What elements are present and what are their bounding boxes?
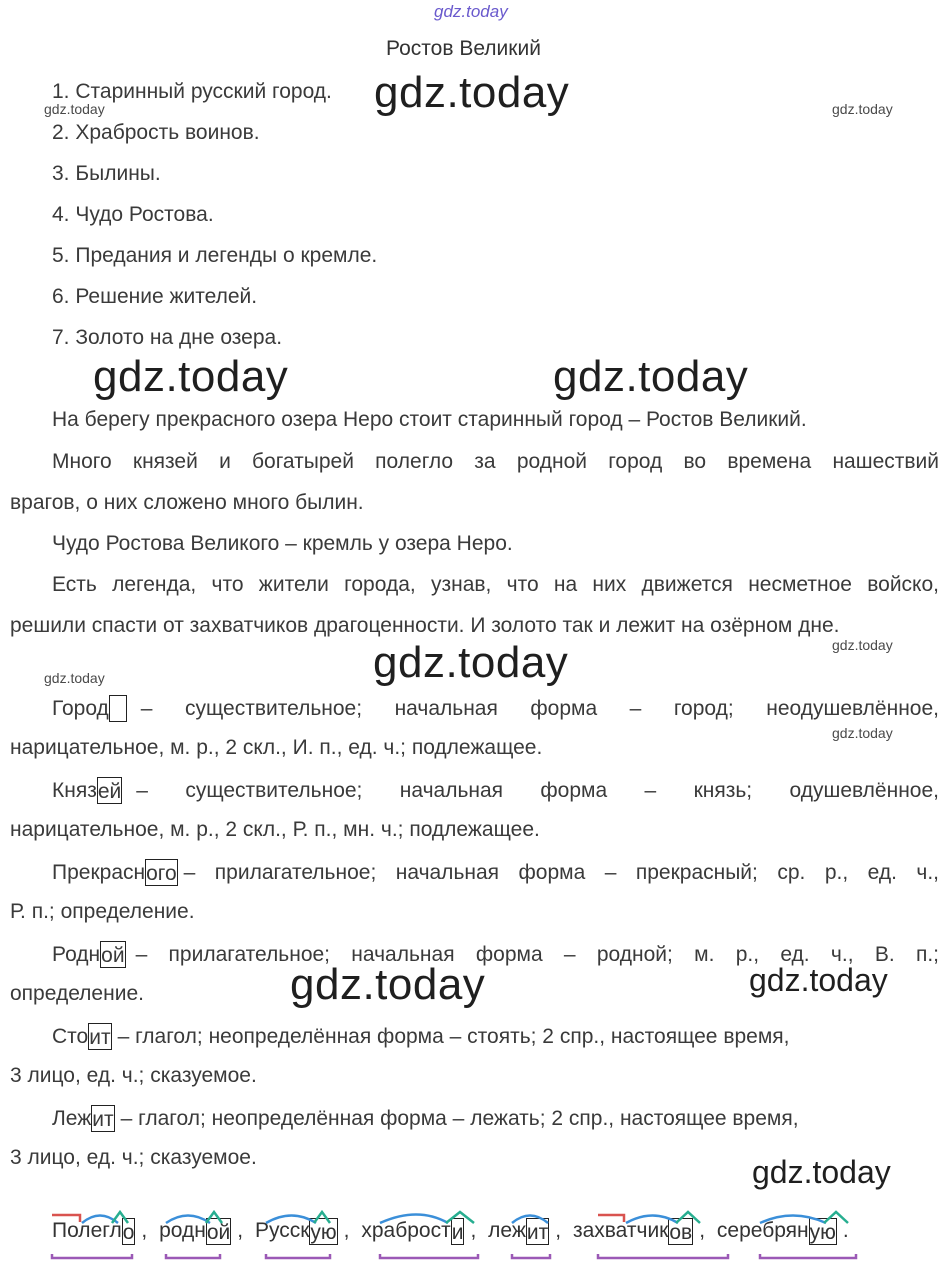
word-stem: Русск — [254, 1219, 310, 1243]
analysis-entry — [52, 695, 939, 722]
analysis-entry — [52, 859, 939, 886]
word-ending-box: ой — [100, 941, 125, 968]
analysis-description: – глагол; неопределённая форма – стоять; 2 спр., настоящее время, — [117, 1024, 790, 1048]
root-arc — [626, 1216, 678, 1224]
analysis-entry — [52, 941, 939, 968]
word-stem: Леж — [52, 1106, 92, 1130]
analysis-entry — [52, 777, 939, 804]
morpheme-marks — [48, 1206, 948, 1266]
word-ending-box: ую — [309, 1218, 337, 1245]
word-stem: леж — [488, 1219, 526, 1243]
text-paragraph: На берегу прекрасного озера Неро стоит старинный город – Ростов Великий. — [52, 408, 807, 431]
prefix-mark — [52, 1215, 80, 1222]
word-stem: храброст — [361, 1219, 451, 1243]
watermark-large: gdz.today — [553, 352, 749, 401]
plan-item: 7. Золото на дне озера. — [52, 326, 283, 349]
plan-item: 1. Старинный русский город. — [52, 80, 332, 103]
comma: , — [470, 1219, 477, 1243]
plan-item: 5. Предания и легенды о кремле. — [52, 244, 378, 267]
analysis-description: – существительное; начальная форма – город; неодушевлённое, — [140, 696, 939, 720]
comma: , — [555, 1219, 562, 1243]
word-stem: Прекрасн — [52, 860, 146, 884]
stem-bracket — [266, 1254, 330, 1258]
morpheme-row — [52, 1218, 849, 1245]
analysis-description-cont: 3 лицо, ед. ч.; сказуемое. — [10, 1064, 257, 1087]
root-arc — [512, 1216, 548, 1224]
word-ending-box — [109, 695, 127, 722]
period: . — [842, 1219, 849, 1243]
stem-bracket — [760, 1254, 856, 1258]
watermark-large: gdz.today — [93, 352, 289, 401]
analysis-description-cont: 3 лицо, ед. ч.; сказуемое. — [10, 1146, 257, 1169]
comma: , — [343, 1219, 350, 1243]
suffix-mark — [112, 1212, 128, 1223]
analysis-description: – глагол; неопределённая форма – лежать; 2 спр., настоящее время, — [120, 1106, 799, 1130]
root-arc — [760, 1216, 826, 1224]
text-paragraph-cont: врагов, о них сложено много былин. — [10, 491, 364, 514]
suffix-mark — [676, 1212, 700, 1223]
text-paragraph: Есть легенда, что жители города, узнав, что на них движется несметное войско, — [52, 573, 939, 596]
root-arc — [380, 1215, 448, 1224]
analysis-description: – прилагательное; начальная форма – прекрасный; ср. р., ед. ч., — [183, 860, 939, 884]
watermark-small: gdz.today — [832, 101, 893, 117]
watermark-medium: gdz.today — [749, 962, 888, 998]
comma: , — [141, 1219, 148, 1243]
word-ending-box: ого — [145, 859, 178, 886]
prefix-mark — [598, 1215, 624, 1222]
analysis-description-cont: определение. — [10, 982, 144, 1005]
watermark-small: gdz.today — [832, 725, 893, 741]
analysis-description-cont: Р. п.; определение. — [10, 900, 195, 923]
word-ending-box: ов — [668, 1218, 693, 1245]
root-arc — [166, 1216, 210, 1224]
word-ending-box: ит — [526, 1218, 549, 1245]
comma: , — [699, 1219, 706, 1243]
word-stem: родн — [159, 1219, 206, 1243]
page-title: Ростов Великий — [386, 37, 541, 60]
watermark-top: gdz.today — [434, 2, 508, 21]
watermark-small: gdz.today — [44, 101, 105, 117]
word-ending-box: ит — [91, 1105, 114, 1132]
comma: , — [237, 1219, 244, 1243]
stem-bracket — [512, 1254, 550, 1258]
watermark-large: gdz.today — [373, 638, 569, 687]
text-paragraph: Чудо Ростова Великого – кремль у озера Неро. — [52, 532, 513, 555]
stem-bracket — [380, 1254, 478, 1258]
plan-item: 4. Чудо Ростова. — [52, 203, 214, 226]
stem-bracket — [598, 1254, 728, 1258]
suffix-mark — [446, 1212, 474, 1223]
word-stem: серебрян — [716, 1219, 809, 1243]
watermark-large: gdz.today — [374, 68, 570, 117]
analysis-entry — [52, 1023, 789, 1050]
word-stem: Полегл — [52, 1219, 122, 1243]
watermark-small: gdz.today — [44, 670, 105, 686]
word-ending-box: ит — [88, 1023, 111, 1050]
word-stem: Родн — [52, 942, 101, 966]
suffix-mark — [824, 1212, 848, 1223]
analysis-description-cont: нарицательное, м. р., 2 скл., Р. п., мн. ч.; подлежащее. — [10, 818, 540, 841]
text-paragraph: Много князей и богатырей полегло за родной город во времена нашествий — [52, 450, 939, 473]
analysis-description: – прилагательное; начальная форма – родной; м. р., ед. ч., В. п.; — [135, 942, 939, 966]
watermark-small: gdz.today — [832, 637, 893, 653]
word-stem: Город — [52, 696, 109, 720]
text-paragraph-cont: решили спасти от захватчиков драгоценности. И золото так и лежит на озёрном дне. — [10, 614, 840, 637]
word-ending-box: ей — [97, 777, 122, 804]
suffix-mark — [314, 1212, 330, 1223]
word-ending-box: ую — [809, 1218, 837, 1245]
analysis-description: – существительное; начальная форма – князь; одушевлённое, — [136, 778, 939, 802]
word-stem: Сто — [52, 1024, 89, 1048]
suffix-mark — [206, 1212, 222, 1223]
word-ending-box: и — [451, 1218, 465, 1245]
analysis-description-cont: нарицательное, м. р., 2 скл., И. п., ед. ч.; подлежащее. — [10, 736, 543, 759]
plan-item: 2. Храбрость воинов. — [52, 121, 260, 144]
plan-item: 3. Былины. — [52, 162, 161, 185]
root-arc — [266, 1216, 316, 1224]
plan-item: 6. Решение жителей. — [52, 285, 258, 308]
stem-bracket — [52, 1254, 132, 1258]
watermark-medium: gdz.today — [752, 1154, 891, 1190]
stem-bracket — [166, 1254, 220, 1258]
word-stem: захватчик — [572, 1219, 669, 1243]
word-ending-box: ой — [206, 1218, 231, 1245]
word-stem: Княз — [52, 778, 97, 802]
analysis-entry — [52, 1105, 799, 1132]
watermark-large: gdz.today — [290, 960, 486, 1009]
word-ending-box: о — [122, 1218, 136, 1245]
